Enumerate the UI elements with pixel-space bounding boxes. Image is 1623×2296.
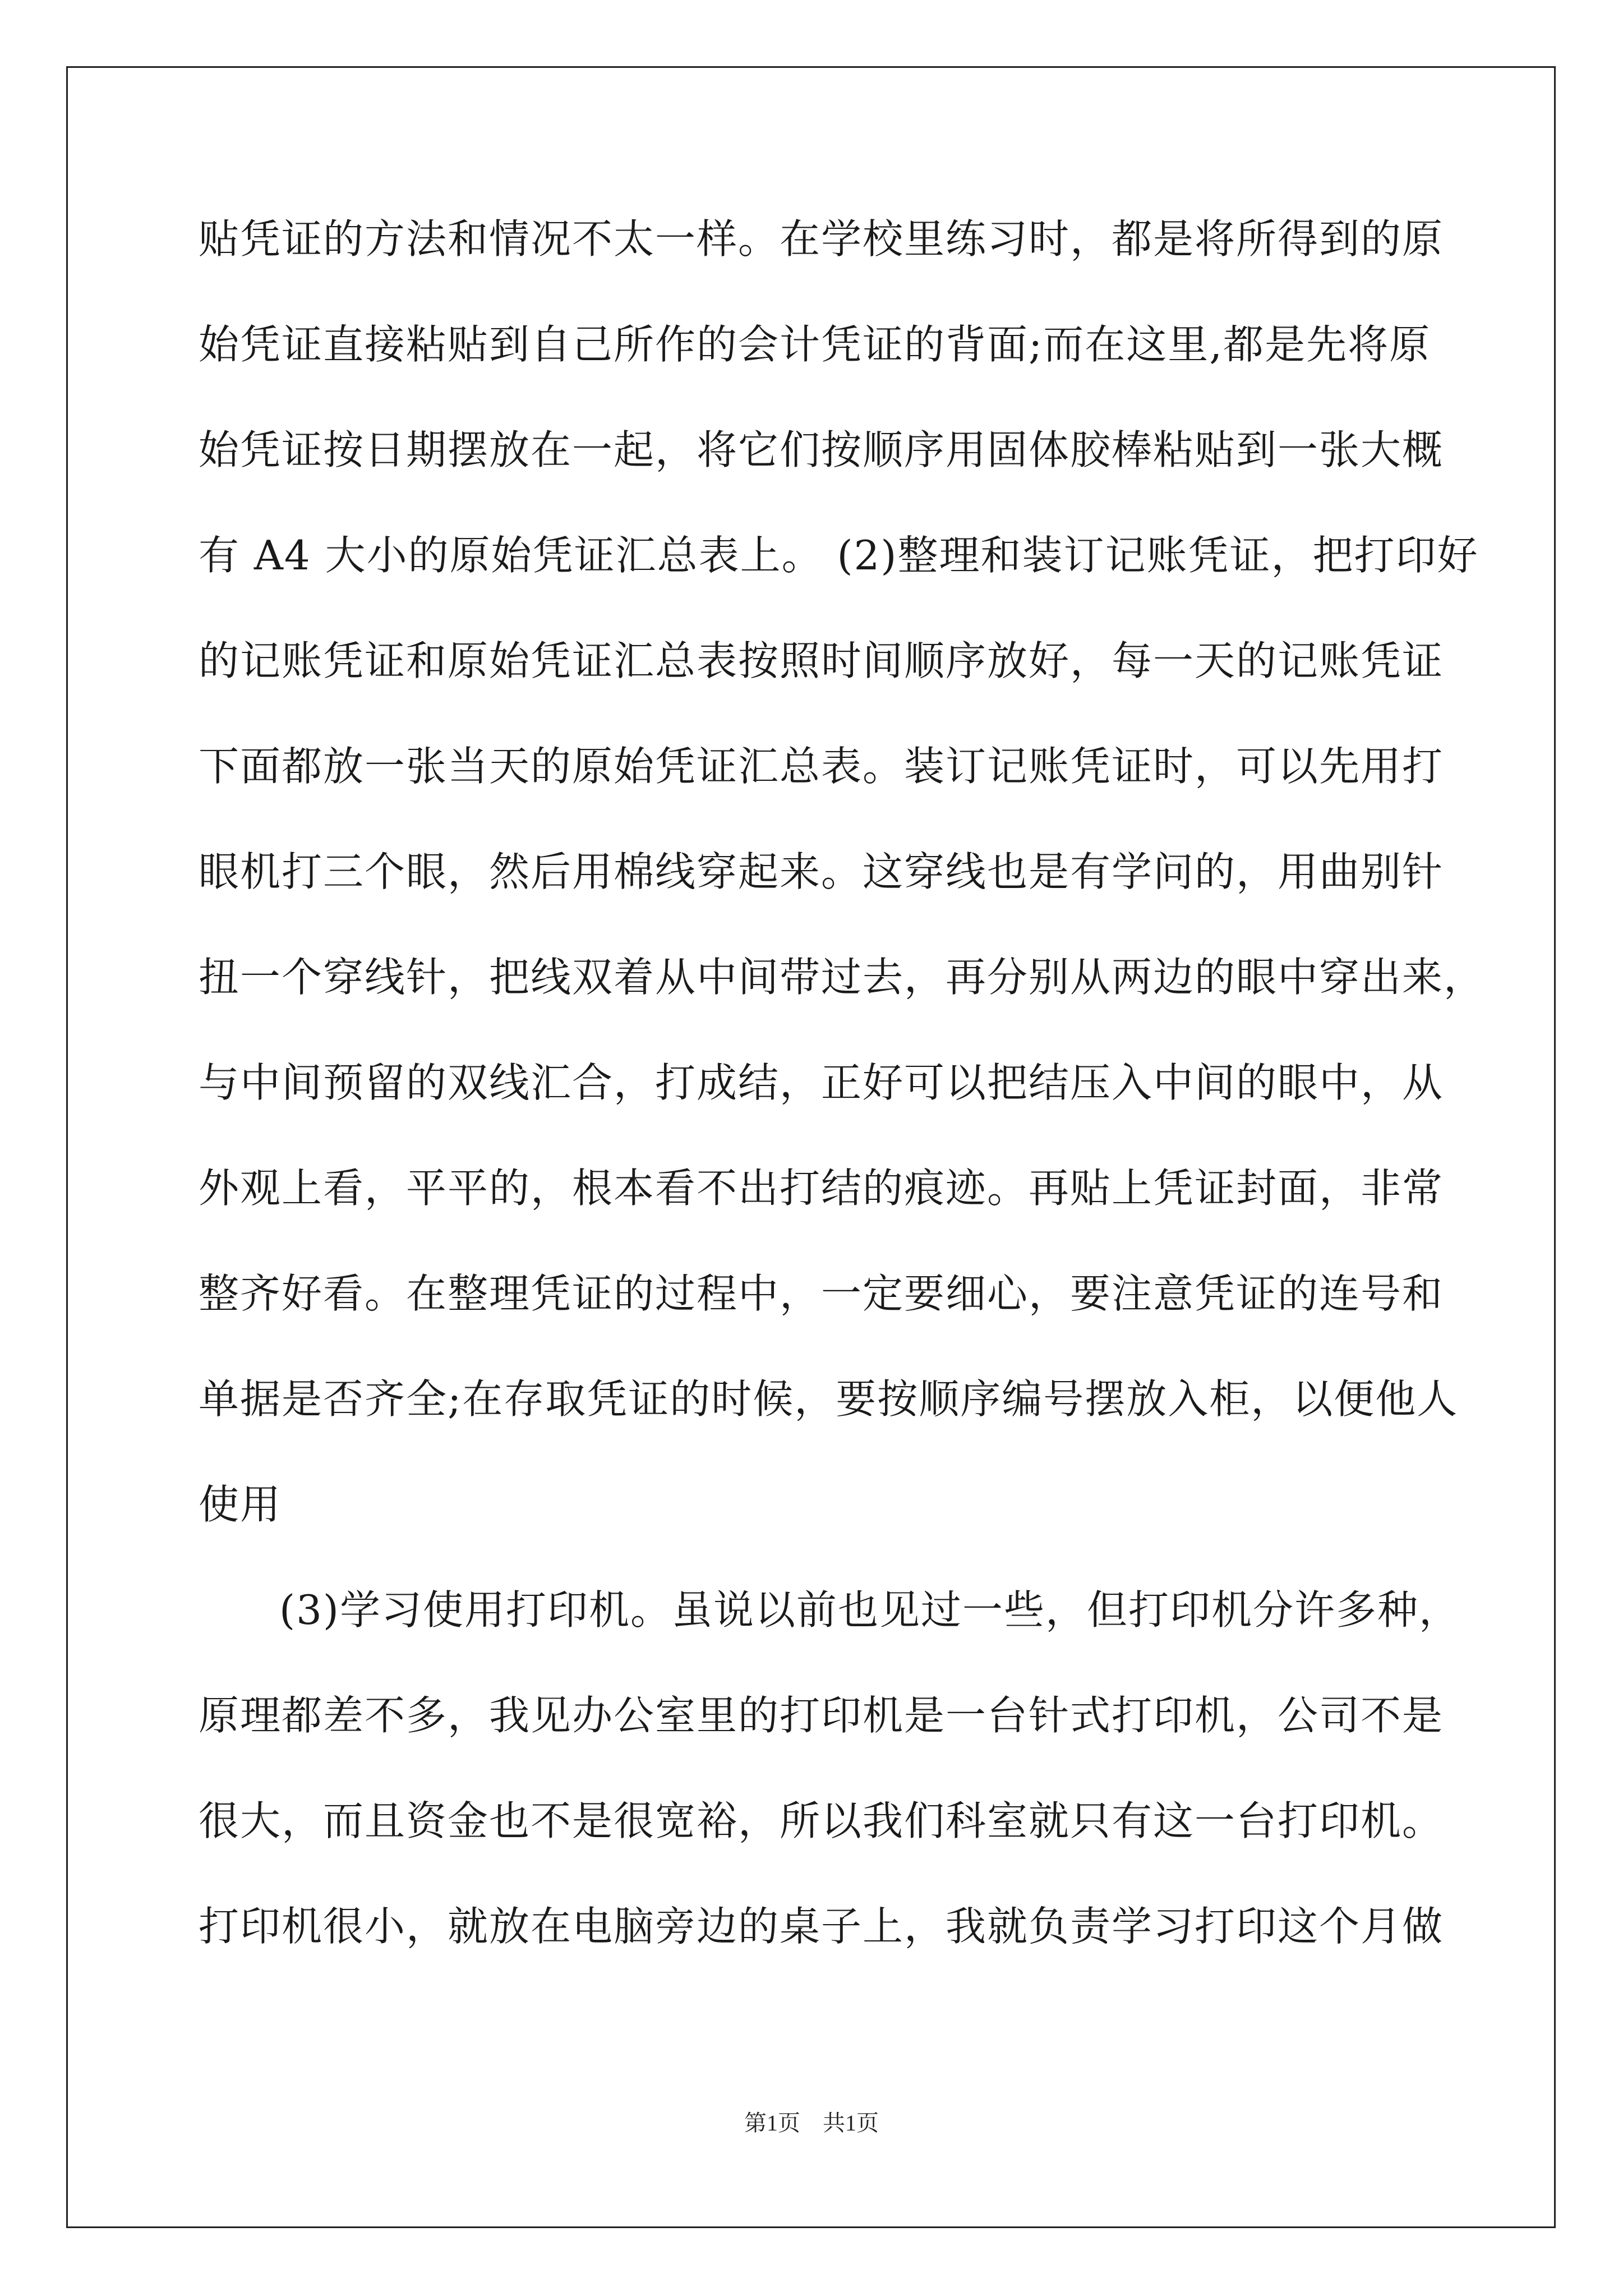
text-line: 贴凭证的方法和情况不太一样。在学校里练习时，都是将所得到的原 xyxy=(199,215,1444,263)
text-line: 打印机很小，就放在电脑旁边的桌子上，我就负责学习打印这个月做 xyxy=(199,1903,1444,1950)
text-line: 外观上看，平平的，根本看不出打结的痕迹。再贴上凭证封面，非常 xyxy=(199,1165,1444,1212)
text-line: 眼机打三个眼，然后用棉线穿起来。这穿线也是有学问的，用曲别针 xyxy=(199,848,1444,895)
text-line: 始凭证直接粘贴到自己所作的会计凭证的背面;而在这里,都是先将原 xyxy=(199,321,1431,368)
text-line: 整齐好看。在整理凭证的过程中，一定要细心，要注意凭证的连号和 xyxy=(199,1270,1444,1317)
text-line: 单据是否齐全;在存取凭证的时候，要按顺序编号摆放入柜，以便他人 xyxy=(199,1375,1459,1423)
text-line: 的记账凭证和原始凭证汇总表按照时间顺序放好，每一天的记账凭证 xyxy=(199,637,1444,684)
text-line: 始凭证按日期摆放在一起，将它们按顺序用固体胶棒粘贴到一张大概 xyxy=(199,426,1444,473)
text-line: (3)学习使用打印机。虽说以前也见过一些，但打印机分许多种， xyxy=(279,1586,1460,1634)
text-line: 扭一个穿线针，把线双着从中间带过去，再分别从两边的眼中穿出来， xyxy=(199,954,1486,1001)
text-line: 使用 xyxy=(199,1481,282,1528)
text-line: 原理都差不多，我见办公室里的打印机是一台针式打印机，公司不是 xyxy=(199,1692,1444,1739)
text-line: 下面都放一张当天的原始凭证汇总表。装订记账凭证时，可以先用打 xyxy=(199,743,1444,790)
text-line: 与中间预留的双线汇合，打成结，正好可以把结压入中间的眼中，从 xyxy=(199,1059,1444,1106)
text-line: 很大，而且资金也不是很宽裕，所以我们科室就只有这一台打印机。 xyxy=(199,1797,1444,1844)
text-line: 有 A4 大小的原始凭证汇总表上。 (2)整理和装订记账凭证，把打印好 xyxy=(199,532,1479,579)
page-footer: 第1页 共1页 xyxy=(744,2110,879,2136)
